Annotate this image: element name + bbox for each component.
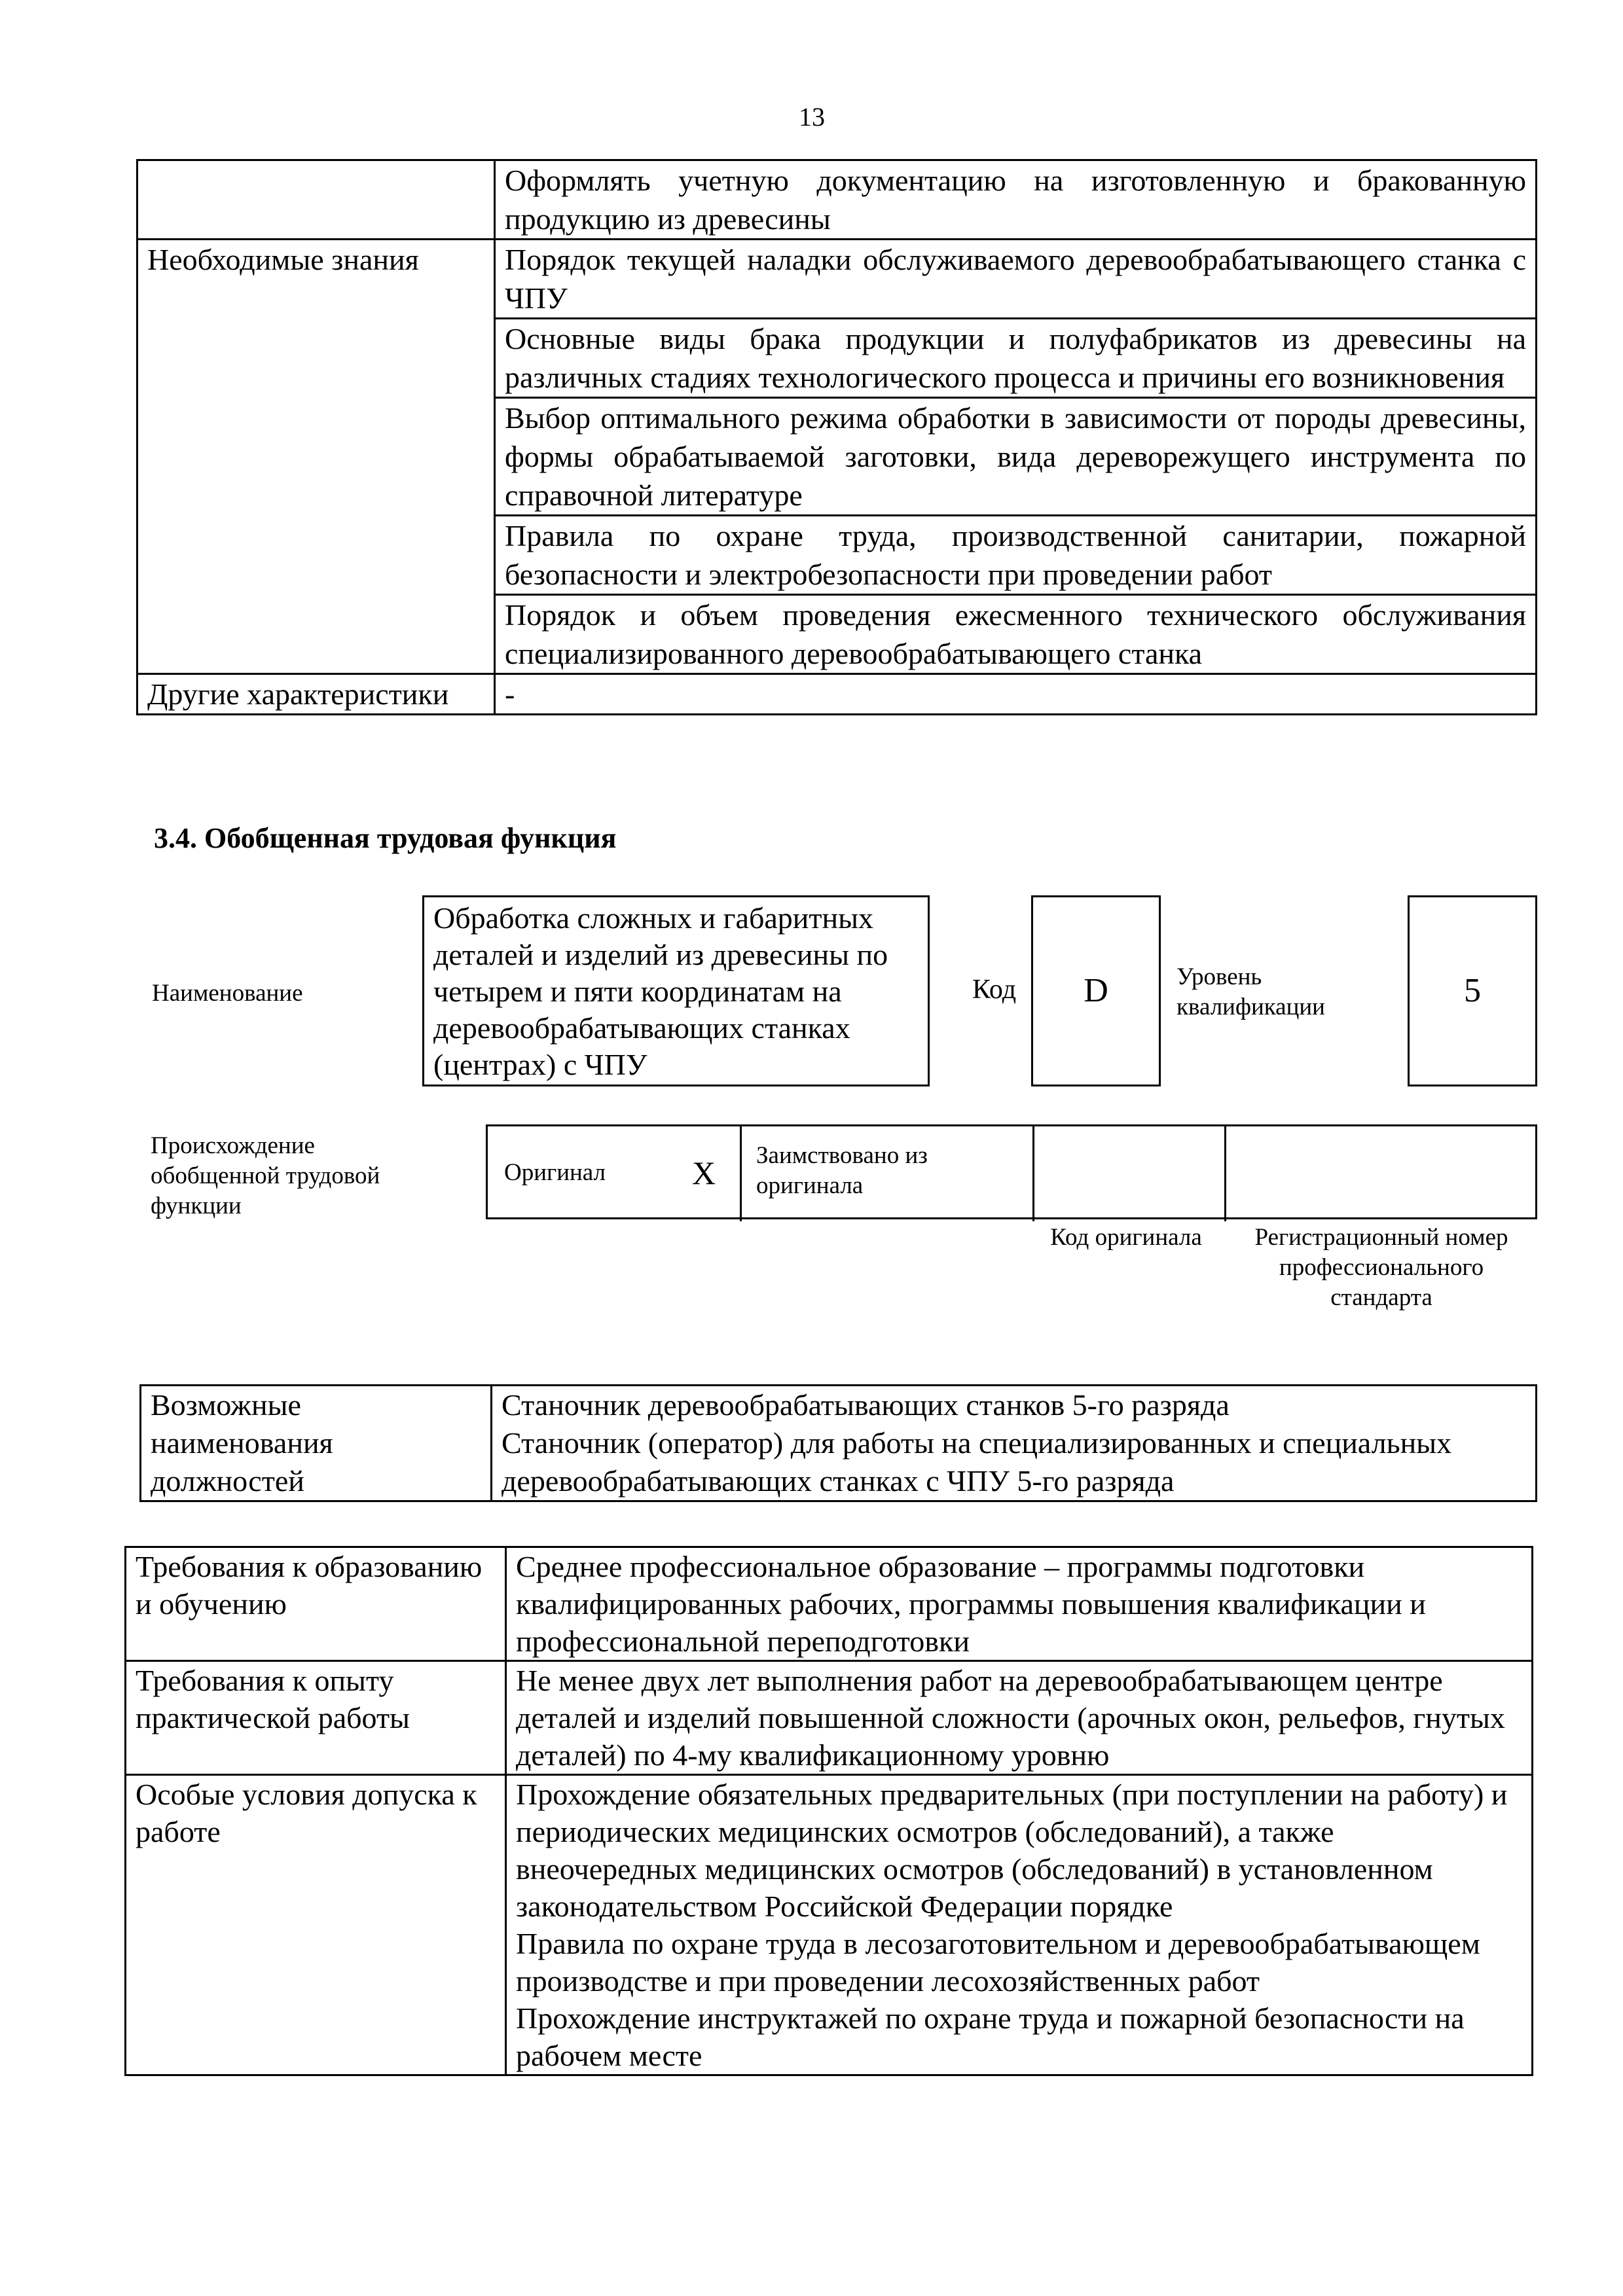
table-row: [137, 160, 1537, 240]
level-label: Уровень квалификации: [1176, 963, 1325, 1020]
original-label: Оригинал: [504, 1159, 606, 1186]
row-value: Порядок и объем проведения ежесменного технического обслуживания специализированного деревообрабатывающего станка: [495, 595, 1537, 674]
name-label: Наименование: [152, 980, 303, 1007]
divider: [740, 1126, 742, 1221]
table-row: [126, 1775, 1533, 2075]
borrowed-label: Заимствовано из оригинала: [756, 1142, 928, 1199]
function-name-box: Обработка сложных и габаритных деталей и изделий из древесины по четырем и пяти координатам на деревообрабатывающих станках (центрах) с ЧПУ: [422, 895, 930, 1086]
row-value: [506, 1661, 1533, 1775]
row-label-knowledge: Необходимые знания: [137, 240, 495, 674]
table-row: [137, 240, 1537, 319]
requirement-text: Правила по охране труда в лесозаготовительном и деревообрабатывающем производстве и при проведении лесохозяйственных работ: [516, 1927, 1480, 1998]
requirement-text: Не менее двух лет выполнения работ на деревообрабатывающем центре деталей и изделий повышенной сложности (арочных окон, рельефов, гнутых деталей) по 4-му квалификационному уровню: [516, 1664, 1505, 1772]
page-number: 13: [799, 102, 825, 132]
original-mark: X: [692, 1155, 716, 1191]
position-name: Станочник деревообрабатывающих станков 5-го разряда: [501, 1388, 1230, 1422]
row-value: Выбор оптимального режима обработки в зависимости от породы древесины, формы обрабатываемой заготовки, вида дереворежущего инструмента по справочной литературе: [495, 398, 1537, 516]
table-row: [137, 674, 1537, 715]
row-value: Оформлять учетную документацию на изготовленную и бракованную продукцию из древесины: [495, 160, 1537, 240]
code-label: Код: [972, 975, 1017, 1005]
row-value: Порядок текущей наладки обслуживаемого деревообрабатывающего станка с ЧПУ: [495, 240, 1537, 319]
origin-table: [486, 1124, 1537, 1219]
row-value: [506, 1775, 1533, 2075]
positions-label: Возможные наименования должностей: [141, 1386, 492, 1501]
row-value: Правила по охране труда, производственной санитарии, пожарной безопасности и электробезопасности при проведении работ: [495, 516, 1537, 595]
origin-label: Происхождение обобщенной трудовой функции: [151, 1132, 380, 1219]
divider: [1224, 1126, 1226, 1221]
row-value: [506, 1547, 1533, 1661]
row-value: Основные виды брака продукции и полуфабрикатов из древесины на различных стадиях технологического процесса и причины его возникновения: [495, 319, 1537, 398]
reg-number-caption: Регистрационный номер профессионального стандарта: [1254, 1224, 1508, 1311]
requirement-text: Прохождение инструктажей по охране труда и пожарной безопасности на рабочем месте: [516, 2001, 1465, 2072]
row-label: [137, 160, 495, 240]
row-label: Особые условия допуска к работе: [126, 1775, 506, 2075]
table-row: [126, 1547, 1533, 1661]
table-row: [141, 1386, 1537, 1501]
requirement-text: Среднее профессиональное образование – программы подготовки квалифицированных рабочих, программы повышения квалификации и профессиональной переподготовки: [516, 1550, 1426, 1658]
positions-values: [492, 1386, 1537, 1501]
table-row: [126, 1661, 1533, 1775]
requirements-table: [124, 1546, 1533, 2076]
position-name: Станочник (оператор) для работы на специализированных и специальных деревообрабатывающих станках с ЧПУ 5-го разряда: [501, 1426, 1452, 1498]
knowledge-table: [136, 159, 1537, 715]
positions-table: [139, 1384, 1537, 1502]
row-label: Требования к образованию и обучению: [126, 1547, 506, 1661]
divider: [1032, 1126, 1034, 1221]
code-original-caption: Код оригинала: [1050, 1224, 1202, 1251]
row-label-other: Другие характеристики: [137, 674, 495, 715]
requirement-text: Прохождение обязательных предварительных (при поступлении на работу) и периодических медицинских осмотров (обследований), а также внеочередных медицинских осмотров (обследований) в установленном законодательством Российской Федерации порядке: [516, 1778, 1508, 1923]
code-value-box: D: [1031, 895, 1161, 1086]
section-heading: 3.4. Обобщенная трудовая функция: [154, 822, 617, 854]
row-label: Требования к опыту практической работы: [126, 1661, 506, 1775]
level-value-box: 5: [1408, 895, 1537, 1086]
row-value: -: [495, 674, 1537, 715]
